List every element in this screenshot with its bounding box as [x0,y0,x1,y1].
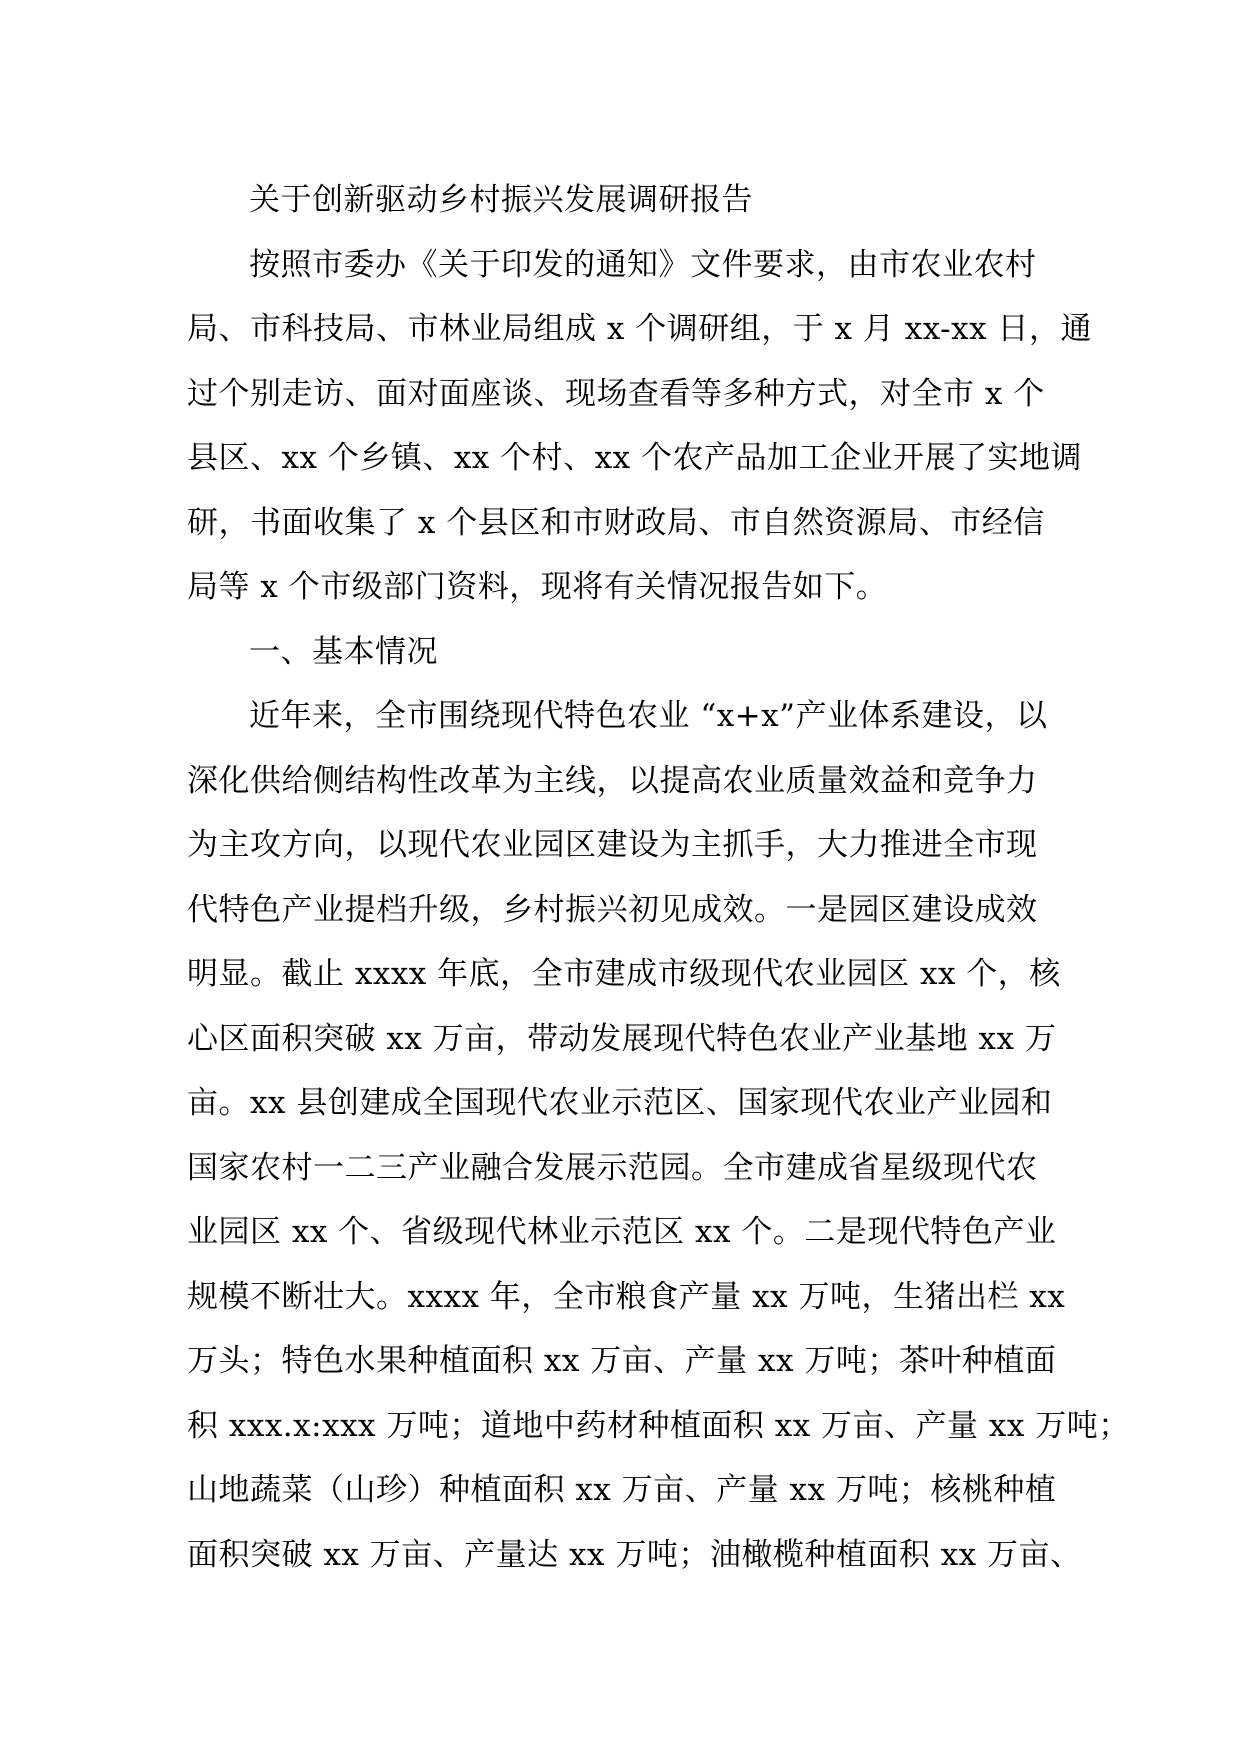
paragraph-line: 国家农村一二三产业融合发展示范园。全市建成省星级现代农 [187,1149,1038,1186]
paragraph-line: 面积突破 xx 万亩、产量达 xx 万吨；油橄榄种植面积 xx 万亩、 [187,1536,1082,1573]
section-heading: 一、基本情况 [249,633,438,670]
document-body [187,168,1130,1587]
paragraph-line: 深化供给侧结构性改革为主线，以提高农业质量效益和竞争力 [187,762,1038,799]
paragraph-line: 为主攻方向，以现代农业园区建设为主抓手，大力推进全市现 [187,827,1038,863]
paragraph-line: 业园区 xx 个、省级现代林业示范区 xx 个。二是现代特色产业 [187,1214,1057,1250]
paragraph-line: 心区面积突破 xx 万亩，带动发展现代特色农业产业基地 xx 万 [187,1020,1057,1057]
paragraph-line: 按照市委办《关于印发的通知》文件要求，由市农业农村 [249,246,1037,283]
paragraph-line: 明显。截止 xxxx 年底，全市建成市级现代农业园区 xx 个，核 [187,956,1061,992]
paragraph-line: 过个别走访、面对面座谈、现场查看等多种方式，对全市 x 个 [187,375,1045,412]
paragraph-line: 山地蔬菜（山珍）种植面积 xx 万亩、产量 xx 万吨；核桃种植 [187,1472,1057,1508]
paragraph-line: 局、市科技局、市林业局组成 x 个调研组，于 x 月 xx-xx 日，通 [187,311,1092,347]
paragraph-line: 积 xxx.x:xxx 万吨；道地中药材种植面积 xx 万亩、产量 xx 万吨； [187,1407,1130,1444]
paragraph-line: 研，书面收集了 x 个县区和市财政局、市自然资源局、市经信 [187,504,1045,541]
paragraph-line: 局等 x 个市级部门资料，现将有关情况报告如下。 [187,569,888,605]
paragraph-line: 县区、xx 个乡镇、xx 个村、xx 个农产品加工企业开展了实地调 [187,440,1082,476]
paragraph-line: 万头；特色水果种植面积 xx 万亩、产量 xx 万吨；茶叶种植面 [187,1343,1057,1379]
paragraph-line: 代特色产业提档升级，乡村振兴初见成效。一是园区建设成效 [187,891,1038,928]
paragraph-line: 规模不断壮大。xxxx 年，全市粮食产量 xx 万吨，生猪出栏 xx [187,1278,1066,1315]
paragraph-line: 近年来，全市围绕现代特色农业 “x+x”产业体系建设，以 [249,698,1048,734]
document-title: 关于创新驱动乡村振兴发展调研报告 [249,182,753,218]
paragraph-line: 亩。xx 县创建成全国现代农业示范区、国家现代农业产业园和 [187,1085,1053,1121]
